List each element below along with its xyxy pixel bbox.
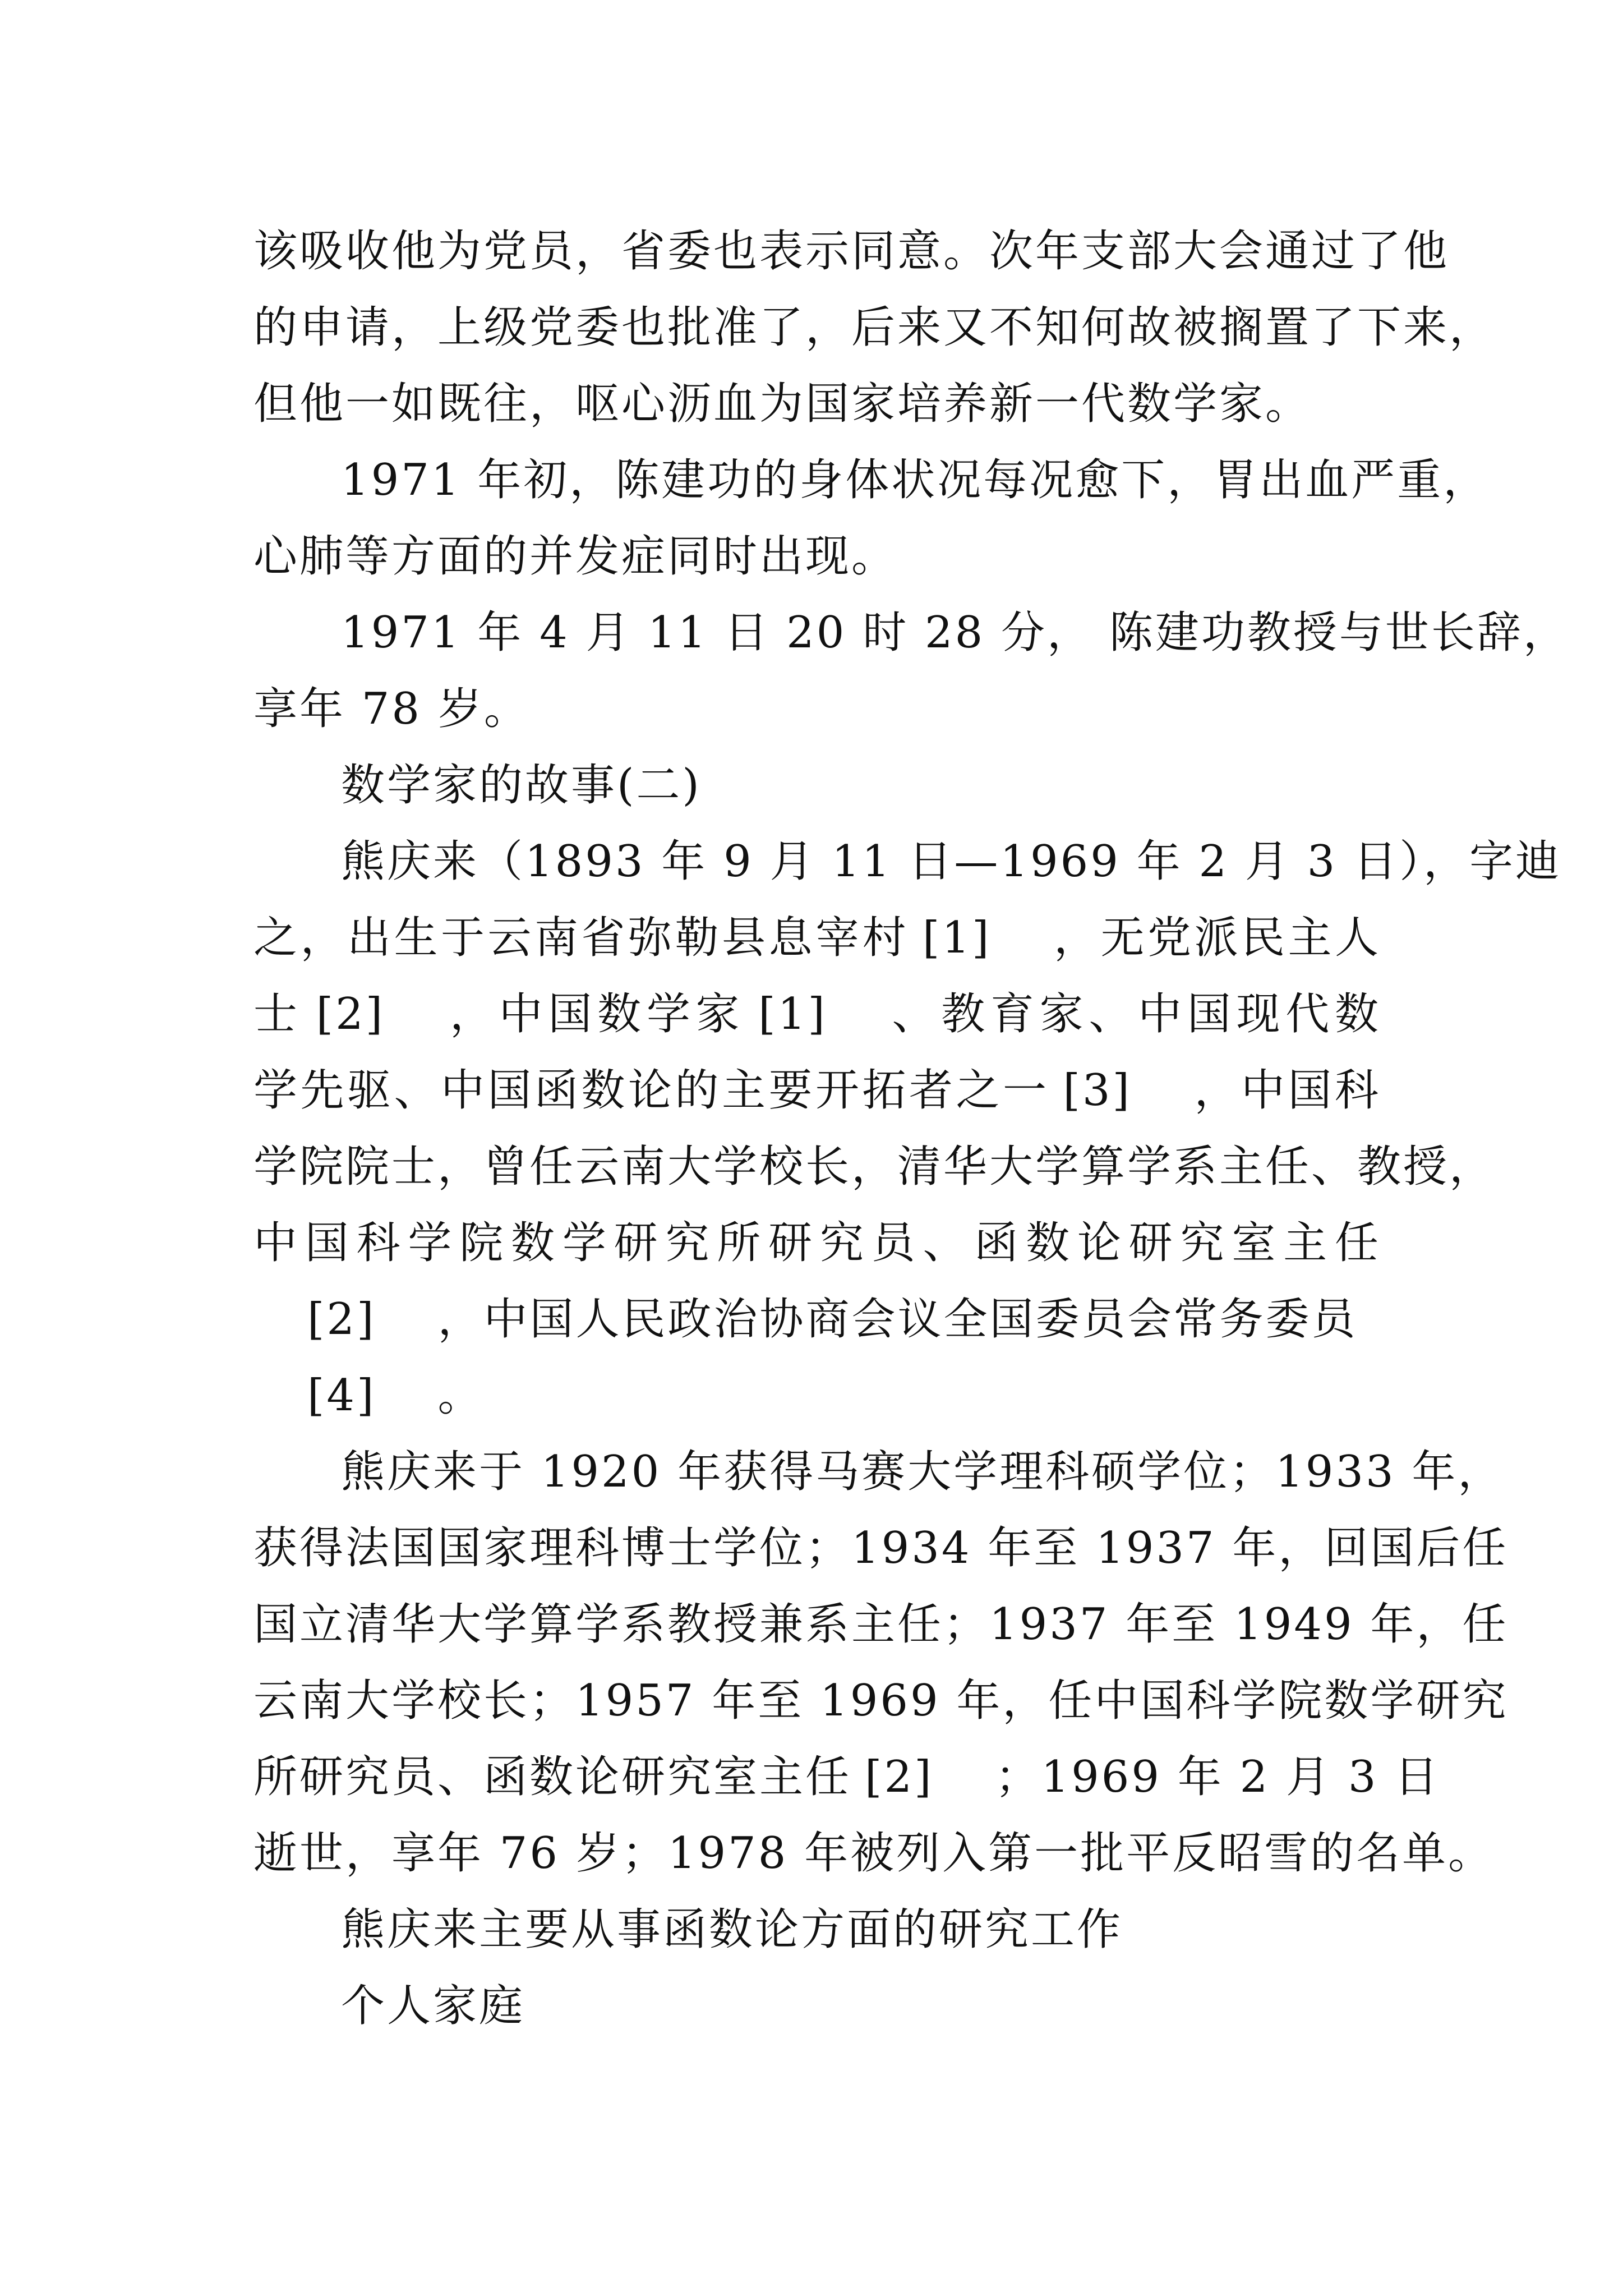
paragraph-first-line: 1971 年 4 月 11 日 20 时 28 分， 陈建功教授与世长辞， xyxy=(341,608,1569,658)
citation-ref[interactable]: [1] xyxy=(922,913,992,963)
citation-ref[interactable]: [3] xyxy=(1063,1065,1132,1116)
section-heading: 数学家的故事(二) xyxy=(341,760,702,811)
text-segment: 之，出生于云南省弥勒县息宰村 xyxy=(253,913,909,963)
text-segment: 士 xyxy=(253,989,303,1039)
citation-ref[interactable]: [4] xyxy=(307,1370,376,1421)
text-segment: ，无党派民主人 xyxy=(1053,913,1381,963)
citation-ref[interactable]: [1] xyxy=(758,989,827,1039)
text-line xyxy=(253,976,1381,1052)
text-line: 享年 78 岁。 xyxy=(253,684,530,734)
text-line xyxy=(253,900,1381,976)
text-segment: 。 xyxy=(437,1370,484,1421)
text-segment: 、教育家、中国现代数 xyxy=(888,989,1381,1039)
paragraph-first-line: 1971 年初，陈建功的身体状况每况愈下，胃出血严重， xyxy=(341,455,1490,505)
text-segment: ，中国科 xyxy=(1193,1065,1381,1116)
text-line: 心肺等方面的并发症同时出现。 xyxy=(253,531,898,582)
text-segment: 所研究员、函数论研究室主任 xyxy=(253,1752,852,1802)
citation-ref[interactable]: [2] xyxy=(307,1294,376,1345)
text-line: 获得法国国家理科博士学位；1934 年至 1937 年，回国后任 xyxy=(253,1523,1509,1573)
text-segment: ，中国人民政治协商会议全国委员会常务委员 xyxy=(437,1294,1358,1345)
section-heading: 个人家庭 xyxy=(341,1981,525,2031)
text-line xyxy=(253,1358,1381,1434)
text-line: 逝世，享年 76 岁；1978 年被列入第一批平反昭雪的名单。 xyxy=(253,1828,1495,1879)
text-line: 中国科学院数学研究所研究员、函数论研究室主任 xyxy=(253,1218,1381,1268)
text-segment: ；1969 年 2 月 3 日 xyxy=(995,1752,1441,1802)
text-line: 学院院士，曾任云南大学校长，清华大学算学系主任、教授， xyxy=(253,1142,1496,1192)
text-line: 国立清华大学算学系教授兼系主任；1937 年至 1949 年，任 xyxy=(253,1599,1509,1650)
paragraph-first-line: 熊庆来于 1920 年获得马赛大学理科硕学位；1933 年， xyxy=(341,1447,1504,1497)
text-segment: ，中国数学家 xyxy=(446,989,745,1039)
text-segment: 学先驱、中国函数论的主要开拓者之一 xyxy=(253,1065,1050,1116)
citation-ref[interactable]: [2] xyxy=(316,989,385,1039)
text-line: 该吸收他为党员，省委也表示同意。次年支部大会通过了他 xyxy=(253,226,1450,277)
text-line: 的申请，上级党委也批准了，后来又不知何故被搁置了下来， xyxy=(253,302,1496,353)
text-line: 但他一如既往，呕心沥血为国家培养新一代数学家。 xyxy=(253,379,1312,429)
text-line xyxy=(253,1281,1381,1358)
citation-ref[interactable]: [2] xyxy=(865,1752,934,1802)
paragraph-first-line: 熊庆来（1893 年 9 月 11 日—1969 年 2 月 3 日），字迪 xyxy=(341,836,1562,887)
text-line xyxy=(253,1739,1441,1815)
text-line: 云南大学校长；1957 年至 1969 年，任中国科学院数学研究 xyxy=(253,1676,1509,1726)
document-page xyxy=(253,213,1569,2044)
paragraph-first-line: 熊庆来主要从事函数论方面的研究工作 xyxy=(341,1904,1123,1955)
text-line xyxy=(253,1052,1381,1129)
